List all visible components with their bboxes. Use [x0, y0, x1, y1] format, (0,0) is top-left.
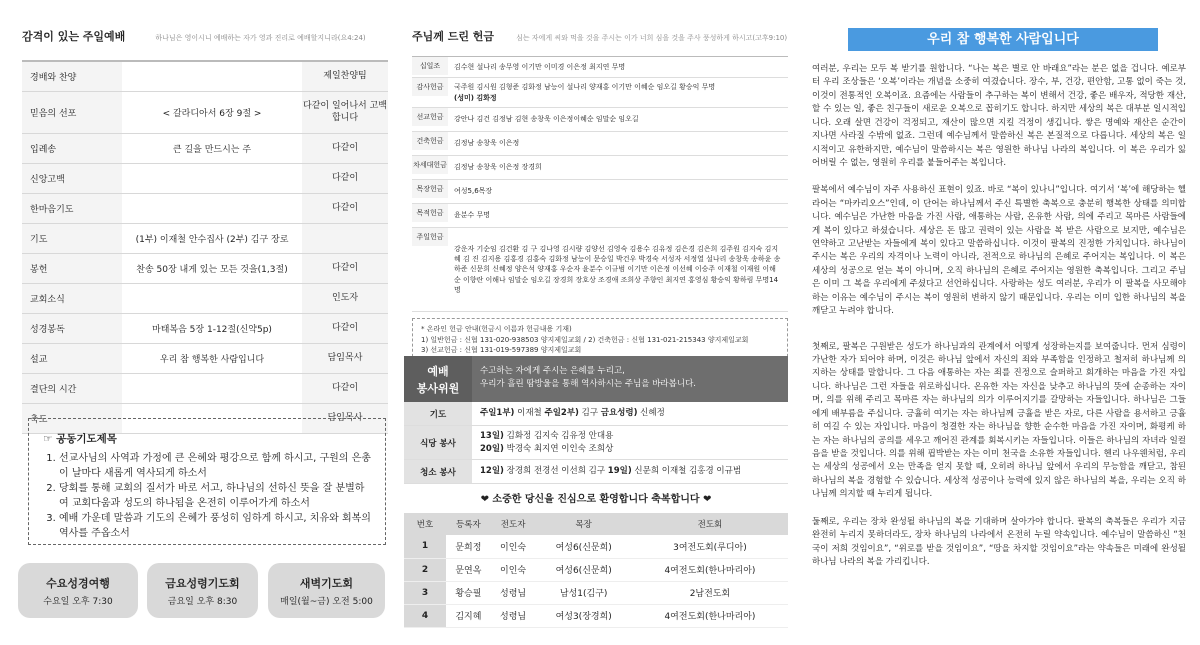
service-header-line: 우리가 흘린 땀방울을 통해 역사하시는 주님을 바라봅니다. — [480, 379, 696, 390]
offering-title-prefix: 주님께 — [412, 30, 448, 43]
offering-type: 십일조 — [412, 57, 448, 75]
worship-item-leader: 다같이 — [302, 254, 388, 283]
service-name: 김구 — [578, 408, 601, 419]
service-volunteers-block — [404, 356, 788, 628]
worship-item-leader: 다같이 — [302, 374, 388, 403]
offering-extra: (성미) 김화정 — [454, 93, 497, 102]
service-tag: 금요성령) — [600, 408, 638, 419]
worship-item-leader: 담임목사 — [302, 404, 388, 433]
worship-item-leader: 다같이 — [302, 134, 388, 163]
service-tag: 주일1부) — [480, 408, 515, 419]
worship-item-leader: 다같이 — [302, 314, 388, 343]
offering-verse: 심는 자에게 씨와 먹을 것을 주시는 이가 너희 심을 것을 주사 풍성하게 하시고(고후9:10) — [516, 34, 788, 42]
prayer-requests-box — [28, 418, 386, 545]
meeting-time: 수요일 오후 7:30 — [43, 597, 113, 607]
service-row-label: 청소 봉사 — [404, 460, 472, 483]
friday-meeting-card — [147, 563, 258, 618]
worship-title — [22, 28, 125, 44]
offering-row — [412, 228, 788, 312]
worship-title-prefix: 감격이 있는 — [22, 30, 83, 43]
service-tag: 주일2부) — [544, 408, 579, 419]
offering-title — [412, 28, 494, 44]
worship-item-leader — [302, 224, 388, 253]
worship-item-leader: 다같이 일어나서 고백합니다 — [302, 92, 388, 133]
service-label-line: 예배 — [427, 365, 449, 378]
offering-type: 선교헌금 — [412, 108, 448, 126]
worship-item-content: 마태복음 5장 1-12절(신약5p) — [152, 325, 272, 335]
worship-item-label: 경배와 찬양 — [22, 62, 122, 91]
service-row-meal — [404, 426, 788, 460]
offering-names — [448, 134, 788, 152]
meeting-title: 새벽기도회 — [299, 577, 354, 590]
service-header-text — [472, 356, 788, 402]
worship-item-content: 우리 참 행복한 사람입니다 — [159, 355, 265, 365]
service-row-cleaning — [404, 460, 788, 484]
worship-row — [22, 164, 388, 194]
worship-item-label: 한마음기도 — [22, 194, 122, 223]
service-tag: 13일) — [480, 430, 504, 441]
registrant-cell: 남성1(김구) — [535, 581, 631, 604]
registrant-cell: 성령님 — [491, 581, 536, 604]
sermon-paragraph: 둘째로, 우리는 장차 완성될 하나님의 복을 기대하며 살아가야 합니다. 팔복의 축복들은 우리가 지금 완전히 누리지 못하더라도, 장차 하나님의 나라에서 온전히 누릴 약속입니다. 예수님이 말씀하신 “천국이 저희 것임이요”, “위로를 받을 것임이요”, “땅을 차지할 것임이요”라는 약속들은 미래에 완성될 하나님 나라의 복을 가리킵니다. — [812, 516, 1186, 567]
worship-item-label: 기도 — [22, 224, 122, 253]
offering-header — [412, 28, 788, 50]
registrants-header-cell: 목장 — [535, 513, 631, 535]
meeting-time: 매일(월~금) 오전 5:00 — [280, 597, 373, 607]
prayer-item: 1. 선교사님의 사역과 가정에 큰 은혜와 평강으로 함께 하시고, 구원의 은총이 날마다 새롭게 역사되게 하소서 — [59, 452, 373, 481]
service-tag: 19일) — [607, 466, 632, 477]
registrant-cell: 4 — [404, 604, 446, 627]
service-tag: 12일) — [480, 466, 504, 477]
dawn-prayer-card — [268, 563, 385, 618]
service-label-line: 봉사위원 — [416, 381, 460, 395]
registrant-cell: 성령님 — [491, 604, 536, 627]
sermon-paragraph: 첫째로, 팔복은 구원받은 성도가 하나님과의 관계에서 어떻게 성장하는지를 보여줍니다. 먼저 심령이 가난한 자가 되어야 하며, 이것은 하나님 앞에서 자신의 죄와 부족함을 인정하고 철저히 하나님께 의지하는 상태를 말합니다. 그 다음 애통하는 자는 죄를 진정으로 슬퍼하고 회개하는 마음을 가진 자입니다. 하나님은 그런 자들을 위로하십니다. 온유한 자는 자신을 낮추고 하나님의 뜻에 순종하는 자이며, 의를 위해 주리고 목마른 자는 하나님의 의가 이루어지기를 갈망하는 자들입니다. 하나님은 그들에게 배부름을 주십니다. 긍휼히 여기는 자는 하나님께 긍휼을 받은 자로, 다른 사람을 용서하고 긍휼히 여길 수 있는 자입니다. 마음이 청결한 자는 하나님을 향한 순수한 마음을 가진 자이며, 화평케 하는 자는 하나님의 공의를 세우고 깨어진 관계를 회복시키는 자들입니다. 이들은 하나님의 자녀라 일컬음을 받을 것입니다. 의를 위해 핍박받는 자는 이미 천국을 소유한 자들입니다. 헨리 나우웬처럼, 우리는 세상의 성공에서 오는 만족을 얻지 못할 때, 오히려 하나님 앞에서 우리의 무능함을 깨닫고, 참된 하나님의 복을 경험할 수 있습니다. 세상적 성공이나 능력에 있지 않은 하나님의 복을, 우리는 오직 하나님께 의지할 때 누리게 됩니다. — [812, 341, 1186, 500]
registrants-header-cell: 전도자 — [491, 513, 536, 535]
service-label — [404, 356, 472, 402]
worship-item-label: 봉헌 — [22, 254, 122, 283]
offering-names-text: 김수현 설나리 송무영 이기만 이미경 이은정 최지연 무명 — [454, 62, 626, 71]
worship-item-leader: 담임목사 — [302, 344, 388, 373]
worship-item-label: 결단의 시간 — [22, 374, 122, 403]
registrant-cell: 여성6(신문희) — [535, 535, 631, 558]
worship-item-label: 입례송 — [22, 134, 122, 163]
sermon-title: 우리 참 행복한 사람입니다 — [848, 28, 1158, 51]
worship-row — [22, 314, 388, 344]
prayer-item: 3. 예배 가운데 말씀과 기도의 은혜가 풍성히 임하게 하시고, 치유와 회복의 역사를 주옵소서 — [59, 512, 373, 541]
worship-item-leader: 제일찬양팀 — [302, 62, 388, 91]
worship-item-label: 신앙고백 — [22, 164, 122, 193]
worship-row — [22, 62, 388, 92]
online-offering-line: 3) 선교헌금 : 신협 131-019-597389 양지제일교회 — [421, 346, 582, 354]
offering-table — [412, 56, 788, 312]
registrant-cell: 여성3(장경희) — [535, 604, 631, 627]
registrant-cell: 4여전도회(한나마리아) — [632, 604, 788, 627]
registrant-row — [404, 558, 788, 581]
offering-row — [412, 180, 788, 204]
worship-row — [22, 374, 388, 404]
meeting-time: 금요일 오후 8:30 — [167, 597, 238, 607]
registrant-cell: 1 — [404, 535, 446, 558]
offering-names — [448, 78, 788, 106]
worship-item-label: 성경봉독 — [22, 314, 122, 343]
offering-column — [412, 28, 788, 362]
service-line — [480, 443, 780, 456]
registrant-row — [404, 535, 788, 558]
service-header — [404, 356, 788, 402]
worship-verse: 하나님은 영이시니 예배하는 자가 영과 진리로 예배할지니라(요4:24) — [155, 34, 366, 42]
offering-names-text: 김정남 송창욱 이은정 — [454, 139, 520, 148]
worship-row — [22, 344, 388, 374]
service-line — [480, 430, 780, 443]
service-row-value — [472, 461, 788, 482]
service-name: 김화정 김지숙 김유정 안대용 — [503, 430, 614, 441]
worship-row — [22, 224, 388, 254]
offering-names — [448, 240, 788, 299]
service-tag: 20일) — [480, 443, 504, 454]
offering-names-text: 강안나 김건 김정남 김현 송창욱 이은정이혜순 임말순 임오길 — [454, 115, 639, 124]
meeting-title: 수요성경여행 — [46, 577, 110, 590]
prayer-list — [43, 452, 373, 541]
registrant-cell: 2 — [404, 558, 446, 581]
worship-item-content: < 갈라디아서 6장 9절 > — [162, 109, 262, 119]
worship-column — [22, 28, 388, 434]
offering-type: 감사헌금 — [412, 78, 448, 96]
registrant-cell: 이인숙 — [491, 558, 536, 581]
online-offering-title: * 온라인 헌금 안내(헌금시 이름과 헌금내용 기재) — [421, 325, 572, 333]
service-name: 신문희 이재철 김홍경 이규범 — [631, 466, 742, 477]
offering-row — [412, 204, 788, 228]
worship-row — [22, 284, 388, 314]
worship-item-label: 믿음의 선포 — [22, 92, 122, 133]
offering-title-bold: 드린 헌금 — [447, 30, 495, 43]
worship-header — [22, 28, 388, 50]
registrant-row — [404, 581, 788, 604]
worship-row — [22, 134, 388, 164]
wednesday-meeting-card — [18, 563, 138, 618]
offering-row — [412, 156, 788, 180]
registrants-header-cell: 번호 — [404, 513, 446, 535]
worship-item-label: 축도 — [22, 404, 122, 433]
worship-item-leader: 인도자 — [302, 284, 388, 313]
registrant-cell: 여성6(신문희) — [535, 558, 631, 581]
service-row-prayer — [404, 402, 788, 426]
service-row-label: 기도 — [404, 402, 472, 425]
worship-item-label: 설교 — [22, 344, 122, 373]
registrant-cell: 3여전도회(루디아) — [632, 535, 788, 558]
registrants-body — [404, 535, 788, 627]
service-name: 박경숙 최지연 이인숙 조희상 — [503, 443, 614, 454]
sermon-paragraph: 팔복에서 예수님이 자주 사용하신 표현이 있죠. 바로 “복이 있나니”입니다. 여기서 ‘복’에 해당하는 헬라어는 “마카리오스”인데, 이 단어는 하나님께서 주신 특별한 축복으로 충분히 행복한 상태를 의미합니다. 예수님은 가난한 마음을 가진 사람, 애통하는 사람, 온유한 사람, 의에 주리고 목마른 사람들에게 복이 있다고 하셨습니다. 세상은 돈 많고 권력이 있는 사람을 복 받은 사람으로 보지만, 예수님은 연약하고 고난받는 자들에게 복이 있다고 말씀하십니다. 이것이 팔복의 진정한 가치입니다. 하나님이 주시는 복은 우리의 자격이나 노력이 아니라, 전적으로 하나님의 은혜로 주어지는 복입니다. 이 복은 세상의 성공으로 얻는 복이 아니며, 오직 하나님의 은혜로 주어지는 영원한 축복입니다. 그리고 주님은 이미 그 복을 우리에게 주셨다고 선언하십니다. 사랑하는 성도 여러분, 우리가 이 팔복을 사모해야 하는 이유는 예수님이 주시는 복이 영원히 변하지 않기 때문입니다. 우리는 이미 입한 하나님의 복을 깨닫고 누려야 합니다. — [812, 185, 1186, 317]
registrant-row — [404, 604, 788, 627]
service-row-value — [472, 403, 788, 424]
offering-type: 주일헌금 — [412, 228, 448, 246]
offering-names-text: 여성5,6목장 — [454, 187, 493, 196]
service-name: 이재철 — [514, 408, 545, 419]
offering-names-text: 강운자 기순임 김건환 김 구 김나영 김시량 김양선 김영숙 김용수 김유정 김은경 김은희 김주원 김지숙 김지혜 김 진 김지용 김홍경 김홍숙 김화정 남능이 문승일 박건우 박경숙 서성자 서정열 설나리 송창욱 송하윤 송하준 신문희 신혜정 양은석 양재홍 우순자 윤분수 이규범 이기만 이은정 이선혜 이승주 이재철 이재원 이해순 이향란 이해나 임말순 임오길 장경희 장호상 조경애 조희상 주향인 최지연 홍영심 황승익 황하림 무명14명 — [454, 245, 781, 294]
registrant-cell: 김지혜 — [446, 604, 491, 627]
service-name: 장경희 전경선 이선희 김구 — [503, 466, 608, 477]
service-row-label: 식당 봉사 — [404, 426, 472, 459]
offering-row — [412, 132, 788, 156]
worship-row — [22, 254, 388, 284]
service-name: 신혜정 — [637, 408, 665, 419]
registrant-cell: 4여전도회(한나마리아) — [632, 558, 788, 581]
service-row-value — [472, 426, 788, 460]
prayer-title: ☞ 공동기도제목 — [43, 433, 117, 445]
offering-type: 목적헌금 — [412, 204, 448, 222]
offering-names — [448, 182, 788, 200]
offering-type: 건축헌금 — [412, 132, 448, 150]
service-header-line: 수고하는 자에게 주시는 은혜를 누리고, — [480, 366, 625, 376]
online-offering-line: 1) 일반헌금 : 신협 131-020-938503 양지제일교회 / 2) 건축헌금 : 신협 131-021-215343 양지제일교회 — [421, 335, 749, 344]
worship-title-bold: 주일예배 — [82, 30, 126, 43]
registrants-header-cell: 전도회 — [632, 513, 788, 535]
worship-item-label: 교회소식 — [22, 284, 122, 313]
registrant-cell: 문희정 — [446, 535, 491, 558]
worship-item-content: (1부) 이재철 안수집사 (2부) 김구 장로 — [135, 235, 289, 245]
worship-row — [22, 92, 388, 134]
offering-names — [448, 110, 788, 128]
worship-item-content: 큰 길을 만드시는 주 — [172, 145, 252, 155]
meeting-title: 금요성령기도회 — [165, 577, 240, 590]
online-offering-box — [412, 318, 788, 362]
offering-names — [448, 158, 788, 176]
offering-names — [448, 58, 788, 76]
registrant-cell: 문연옥 — [446, 558, 491, 581]
worship-item-leader: 다같이 — [302, 194, 388, 223]
offering-names-text: 국주원 김시원 김형준 김화정 남능이 설나리 양재홍 이기만 이혜순 임오길 황승익 무명 — [454, 83, 716, 92]
registrants-header-row — [404, 513, 788, 535]
offering-names-text: 김정남 송창욱 이은정 장경희 — [454, 163, 542, 172]
worship-item-leader: 다같이 — [302, 164, 388, 193]
registrant-cell: 황승필 — [446, 581, 491, 604]
registrants-header-cell: 등록자 — [446, 513, 491, 535]
offering-row — [412, 57, 788, 78]
offering-type: 목장헌금 — [412, 180, 448, 198]
sermon-column — [812, 28, 1186, 569]
registrant-cell: 2남전도회 — [632, 581, 788, 604]
offering-names-text: 윤분수 무명 — [454, 211, 491, 220]
worship-item-content: 찬송 50장 내게 있는 모든 것을(1,3절) — [136, 265, 288, 275]
registrant-cell: 이인숙 — [491, 535, 536, 558]
welcome-message: ❤ 소중한 당신을 진심으로 환영합니다 축복합니다 ❤ — [480, 494, 712, 505]
prayer-item: 2. 당회를 통해 교회의 질서가 바로 서고, 하나님의 선하신 뜻을 잘 분별하여 교회다움과 성도의 하나됨을 온전히 이루어가게 하소서 — [59, 482, 373, 511]
registrants-table — [404, 513, 788, 628]
worship-order-table — [22, 60, 388, 434]
worship-row — [22, 194, 388, 224]
registrant-cell: 3 — [404, 581, 446, 604]
sermon-paragraph: 여러분, 우리는 모두 복 받기를 원합니다. “나는 복은 별로 안 바래요”라는 분은 없을 겁니다. 예로부터 우리 조상들은 ‘오복’이라는 개념을 소중히 여겼습니다. 장수, 부, 건강, 편안함, 고통 없이 죽는 것, 이것이 전통적인 오복이죠. 요즘에는 사람들이 추구하는 복이 변해서 건강, 좋은 배우자, 적당한 재산, 할 수 있는 일, 좋은 친구들이 새로운 오복으로 꼽히기도 합니다. 하지만 세상의 복은 대부분 일시적입니다. 오래 살면 건강이 걱정되고, 재산이 많으면 지킬 걱정이 생깁니다. 쌓은 명예와 재산은 순간이 지나면 사라질 수밖에 없죠. 그런데 예수님께서 말씀하신 복은 본질적으로 다릅니다. 세상의 복은 일시적이고 유한하지만, 예수님이 말씀하시는 복은 영원한 하나님 나라의 복입니다. 이 복은 우리가 잃어버릴 수 없는, 영원히 우리를 붙들어주는 복입니다. — [812, 64, 1186, 168]
offering-names — [448, 206, 788, 224]
offering-type: 차세대헌금 — [412, 156, 448, 174]
offering-row — [412, 78, 788, 108]
offering-row — [412, 108, 788, 132]
